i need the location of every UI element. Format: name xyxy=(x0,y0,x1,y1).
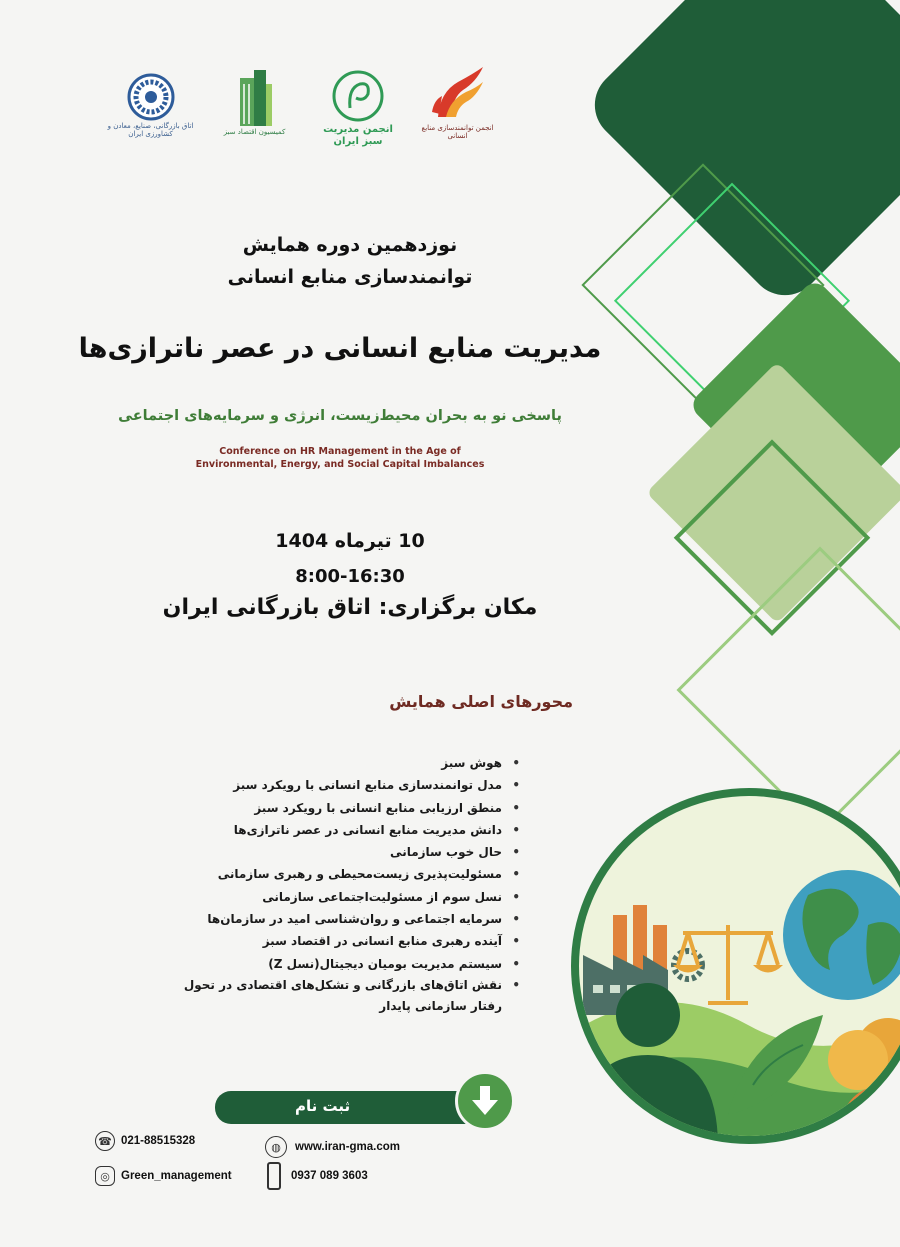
event-time: 8:00-16:30 xyxy=(295,566,405,587)
contact-phone[interactable] xyxy=(95,1131,195,1151)
globe-web-icon: ◍ xyxy=(265,1136,287,1158)
axis-item: • دانش مدیریت منابع انسانی در عصر ناترازی‌ها xyxy=(142,819,522,841)
contact-instagram[interactable] xyxy=(95,1166,232,1186)
english-title-line-1: Conference on HR Management in the Age of xyxy=(219,446,461,457)
english-title xyxy=(90,446,590,472)
axis-item: • نسل سوم از مسئولیت‌اجتماعی سازمانی xyxy=(142,886,522,908)
header-line-2: توانمندسازی منابع انسانی xyxy=(227,266,473,288)
register-button[interactable] xyxy=(215,1091,493,1124)
logo-caption-3: انجمن مدیریت سبز ایران xyxy=(323,124,393,147)
building-logo-icon xyxy=(230,66,280,128)
axis-item: • هوش سبز xyxy=(142,752,522,774)
axes-title: محورهای اصلی همایش xyxy=(389,692,573,711)
event-venue: مکان برگزاری: اتاق بازرگانی ایران xyxy=(162,595,538,620)
logo-caption-2: کمیسیون اقتصاد سبز xyxy=(223,128,286,136)
logo-gma xyxy=(313,68,403,164)
axis-item: • مدل توانمندسازی منابع انسانی با رویکرد سبز xyxy=(142,774,522,796)
axis-item: • مسئولیت‌پذیری زیست‌محیطی و رهبری سازمانی xyxy=(142,863,522,885)
dark-green-diamond xyxy=(580,0,900,310)
mobile-number: 0937 089 3603 xyxy=(291,1170,368,1182)
instagram-icon: ◎ xyxy=(95,1166,115,1186)
gma-logo-icon xyxy=(330,68,386,124)
axis-item: • حال خوب سازمانی xyxy=(142,841,522,863)
event-date: 10 تیرماه 1404 xyxy=(275,530,425,552)
logo-iran-chamber xyxy=(103,72,198,160)
phone-number: 021-88515328 xyxy=(121,1135,196,1147)
red-hands-logo-icon xyxy=(428,62,488,124)
person-icon xyxy=(616,983,680,1047)
english-title-line-2: Environmental, Energy, and Social Capital Imbalances xyxy=(195,458,485,470)
main-title: مدیریت منابع انسانی در عصر ناترازی‌ها xyxy=(78,333,602,364)
arrow-down-icon xyxy=(470,1084,500,1118)
register-arrow-button[interactable] xyxy=(455,1071,515,1131)
mobile-icon xyxy=(267,1162,281,1190)
website-url: www.iran-gma.com xyxy=(295,1141,401,1153)
iran-chamber-logo-icon xyxy=(126,72,176,122)
illustration xyxy=(568,785,900,1147)
axis-item: • منطق ارزیابی منابع انسانی با رویکرد سبز xyxy=(142,797,522,819)
register-label: ثبت نام xyxy=(295,1097,351,1115)
logo-building xyxy=(222,66,287,162)
axis-item: • سیستم مدیریت بومیان دیجیتال(نسل Z) xyxy=(142,953,522,975)
contact-mobile[interactable] xyxy=(267,1162,368,1190)
logo-caption-1: اتاق بازرگانی، صنایع، معادن و کشاورزی ایران xyxy=(107,122,194,139)
subtitle: پاسخی نو به بحران محیط‌زیست، انرژی و سرمایه‌های اجتماعی xyxy=(118,408,562,424)
instagram-handle: Green_management xyxy=(121,1170,232,1182)
contact-website[interactable] xyxy=(265,1136,400,1158)
axes-list xyxy=(142,752,522,1017)
axis-item: • آینده رهبری منابع انسانی در اقتصاد سبز xyxy=(142,930,522,952)
axis-item: • سرمایه اجتماعی و روان‌شناسی امید در سازمان‌ها xyxy=(142,908,522,930)
logo-red-hands xyxy=(420,62,495,160)
axis-item: • نقش اتاق‌های بازرگانی و تشکل‌های اقتصادی در تحول رفتار سازمانی پایدار xyxy=(182,975,522,1017)
header-line-1: نوزدهمین دوره همایش xyxy=(242,234,458,256)
logo-caption-4: انجمن توانمندسازی منابع انسانی xyxy=(421,124,494,141)
phone-icon: ☎ xyxy=(95,1131,115,1151)
